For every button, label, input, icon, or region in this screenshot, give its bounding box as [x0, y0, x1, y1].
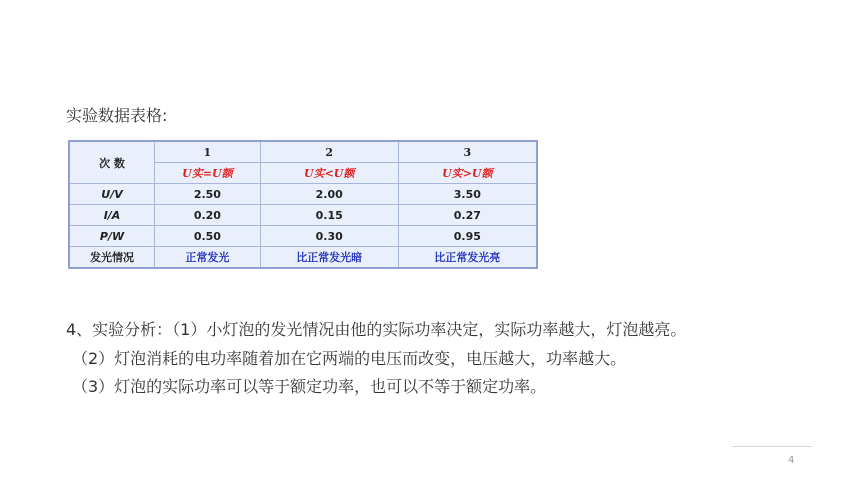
- table-cell: 2.00: [260, 184, 398, 205]
- table-cell: 3.50: [398, 184, 537, 205]
- column-condition: U实<U额: [260, 163, 398, 184]
- column-condition: U实>U额: [398, 163, 537, 184]
- table-cell: 正常发光: [155, 247, 261, 269]
- table-cell: 0.50: [155, 226, 261, 247]
- column-number: 3: [398, 141, 537, 163]
- analysis-line-2: （2）灯泡消耗的电功率随着加在它两端的电压而改变，电压越大，功率越大。: [72, 349, 627, 368]
- table-cell: 0.15: [260, 205, 398, 226]
- table-row: [69, 184, 537, 205]
- footer-divider: [732, 446, 812, 447]
- page-number: 4: [788, 455, 795, 466]
- table-cell: 0.20: [155, 205, 261, 226]
- analysis-line-3: （3）灯泡的实际功率可以等于额定功率，也可以不等于额定功率。: [72, 377, 547, 396]
- table-row: [69, 226, 537, 247]
- table-cell: 0.30: [260, 226, 398, 247]
- column-condition: U实=U额: [155, 163, 261, 184]
- table-header-row: [69, 141, 537, 163]
- row-label: I/A: [69, 205, 155, 226]
- row-label: U/V: [69, 184, 155, 205]
- table-row: [69, 247, 537, 269]
- table-row: [69, 205, 537, 226]
- table-cell: 2.50: [155, 184, 261, 205]
- row-label: P/W: [69, 226, 155, 247]
- table-cell: 0.95: [398, 226, 537, 247]
- table-cell: 比正常发光亮: [398, 247, 537, 269]
- analysis-line-1: 4、实验分析：（1）小灯泡的发光情况由他的实际功率决定，实际功率越大，灯泡越亮。: [66, 320, 687, 339]
- data-table: [68, 140, 538, 269]
- table-heading: 实验数据表格:: [66, 106, 168, 125]
- column-number: 2: [260, 141, 398, 163]
- row-label: 发光情况: [69, 247, 155, 269]
- column-number: 1: [155, 141, 261, 163]
- table-cell: 比正常发光暗: [260, 247, 398, 269]
- table-cell: 0.27: [398, 205, 537, 226]
- row-header-label: 次 数: [69, 141, 155, 184]
